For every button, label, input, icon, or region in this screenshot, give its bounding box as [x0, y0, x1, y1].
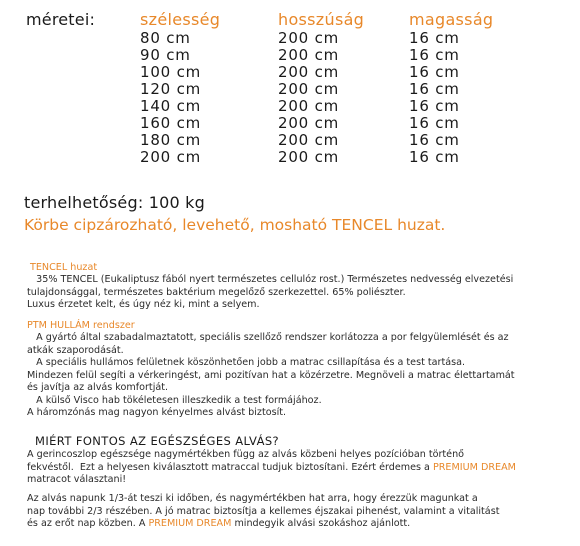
ptm-title: PTM HULLÁM rendszer — [27, 320, 135, 331]
size-cell: 180 cm — [140, 131, 202, 149]
text-line: és javítja az alvás komfortját. — [27, 382, 169, 393]
size-cell: 200 cm — [278, 148, 340, 166]
size-cell: 16 cm — [409, 131, 460, 149]
why-title: MIÉRT FONTOS AZ EGÉSZSÉGES ALVÁS? — [35, 434, 280, 448]
size-cell: 16 cm — [409, 97, 460, 115]
text-line: Mindezen felül segíti a vérkeringést, ami pozitívan hat a közérzetre. Megnöveli a matrac élettartamát — [27, 369, 515, 381]
text-span: mindegyik alvási szokáshoz ajánlott. — [231, 518, 411, 529]
sizes-label: méretei: — [26, 10, 96, 29]
size-cell: 200 cm — [278, 63, 340, 81]
size-cell: 200 cm — [278, 29, 340, 47]
col-header-length: hosszúság — [278, 10, 365, 29]
size-cell: 200 cm — [278, 46, 340, 64]
size-cell: 16 cm — [409, 63, 460, 81]
text-line: Luxus érzetet kelt, és úgy néz ki, mint a selyem. — [27, 299, 260, 310]
text-line: atkák szaporodását. — [27, 344, 124, 356]
ptm-text — [27, 332, 515, 420]
size-cell: 160 cm — [140, 114, 202, 132]
text-line — [27, 518, 499, 531]
text-line: A háromzónás mag nagyon kényelmes alvást biztosít. — [27, 407, 287, 418]
text-line — [27, 462, 516, 475]
why-paragraph-1 — [27, 449, 516, 487]
brand-name: PREMIUM DREAM — [432, 461, 516, 473]
size-cell: 90 cm — [140, 46, 191, 64]
size-cell: 200 cm — [278, 131, 340, 149]
text-line: nap további 2/3 részében. A jó matrac biztosítja a kellemes éjszakai pihenést, valamint a vitalitást — [27, 505, 500, 517]
cover-headline: Körbe cipzározható, levehető, mosható TENCEL huzat. — [24, 216, 446, 234]
col-header-height: magasság — [409, 10, 494, 29]
size-cell: 100 cm — [140, 63, 202, 81]
text-line: A külső Visco hab tökéletesen illeszkedik a test formájához. — [27, 394, 322, 406]
size-cell: 80 cm — [140, 29, 191, 47]
size-cell: 16 cm — [409, 148, 460, 166]
col-header-width: szélesség — [140, 10, 221, 29]
text-line: A gyártó által szabadalmaztatott, speciális szellőző rendszer korlátozza a por felgyülemlését és az — [27, 332, 509, 343]
size-cell: 140 cm — [140, 97, 202, 115]
why-paragraph-2 — [27, 493, 499, 531]
text-line: A gerincoszlop egészsége nagymértékben függ az alvás közbeni helyes pozícióban történő — [27, 449, 465, 460]
size-cell: 200 cm — [278, 114, 340, 132]
brand-name: PREMIUM DREAM — [148, 518, 232, 529]
size-cell: 16 cm — [409, 80, 460, 98]
size-cell: 16 cm — [409, 29, 460, 47]
text-span: fekvéstől. Ezt a helyesen kiválasztott matraccal tudjuk biztosítani. Ezért érdemes a — [27, 461, 433, 473]
text-line: 35% TENCEL (Eukaliptusz fából nyert természetes cellulóz rost.) Természetes nedvesség elvezetési — [27, 274, 514, 285]
size-cell: 200 cm — [278, 80, 340, 98]
size-cell: 120 cm — [140, 80, 202, 98]
text-line: tulajdonsággal, természetes baktérium megelőző szerkezettel. 65% poliészter. — [27, 286, 406, 298]
size-cell: 200 cm — [278, 97, 340, 115]
size-cell: 16 cm — [409, 46, 460, 64]
text-span: és az erőt nap közben. A — [27, 518, 149, 529]
sizes-col-width — [140, 30, 201, 166]
text-line: Az alvás napunk 1/3-át teszi ki időben, és nagymértékben hat arra, hogy érezzük magunkat a — [27, 493, 478, 504]
sizes-col-length — [278, 30, 339, 166]
size-cell: 16 cm — [409, 114, 460, 132]
size-cell: 200 cm — [140, 148, 202, 166]
text-line: A speciális hullámos felületnek köszönhetően jobb a matrac csillapítása és a test tartása. — [27, 357, 466, 368]
sizes-col-height — [409, 30, 460, 166]
tencel-text — [27, 274, 513, 312]
text-line: matracot választani! — [27, 474, 127, 485]
load-capacity: terhelhetőség: 100 kg — [24, 193, 205, 212]
tencel-title: TENCEL huzat — [30, 262, 98, 273]
